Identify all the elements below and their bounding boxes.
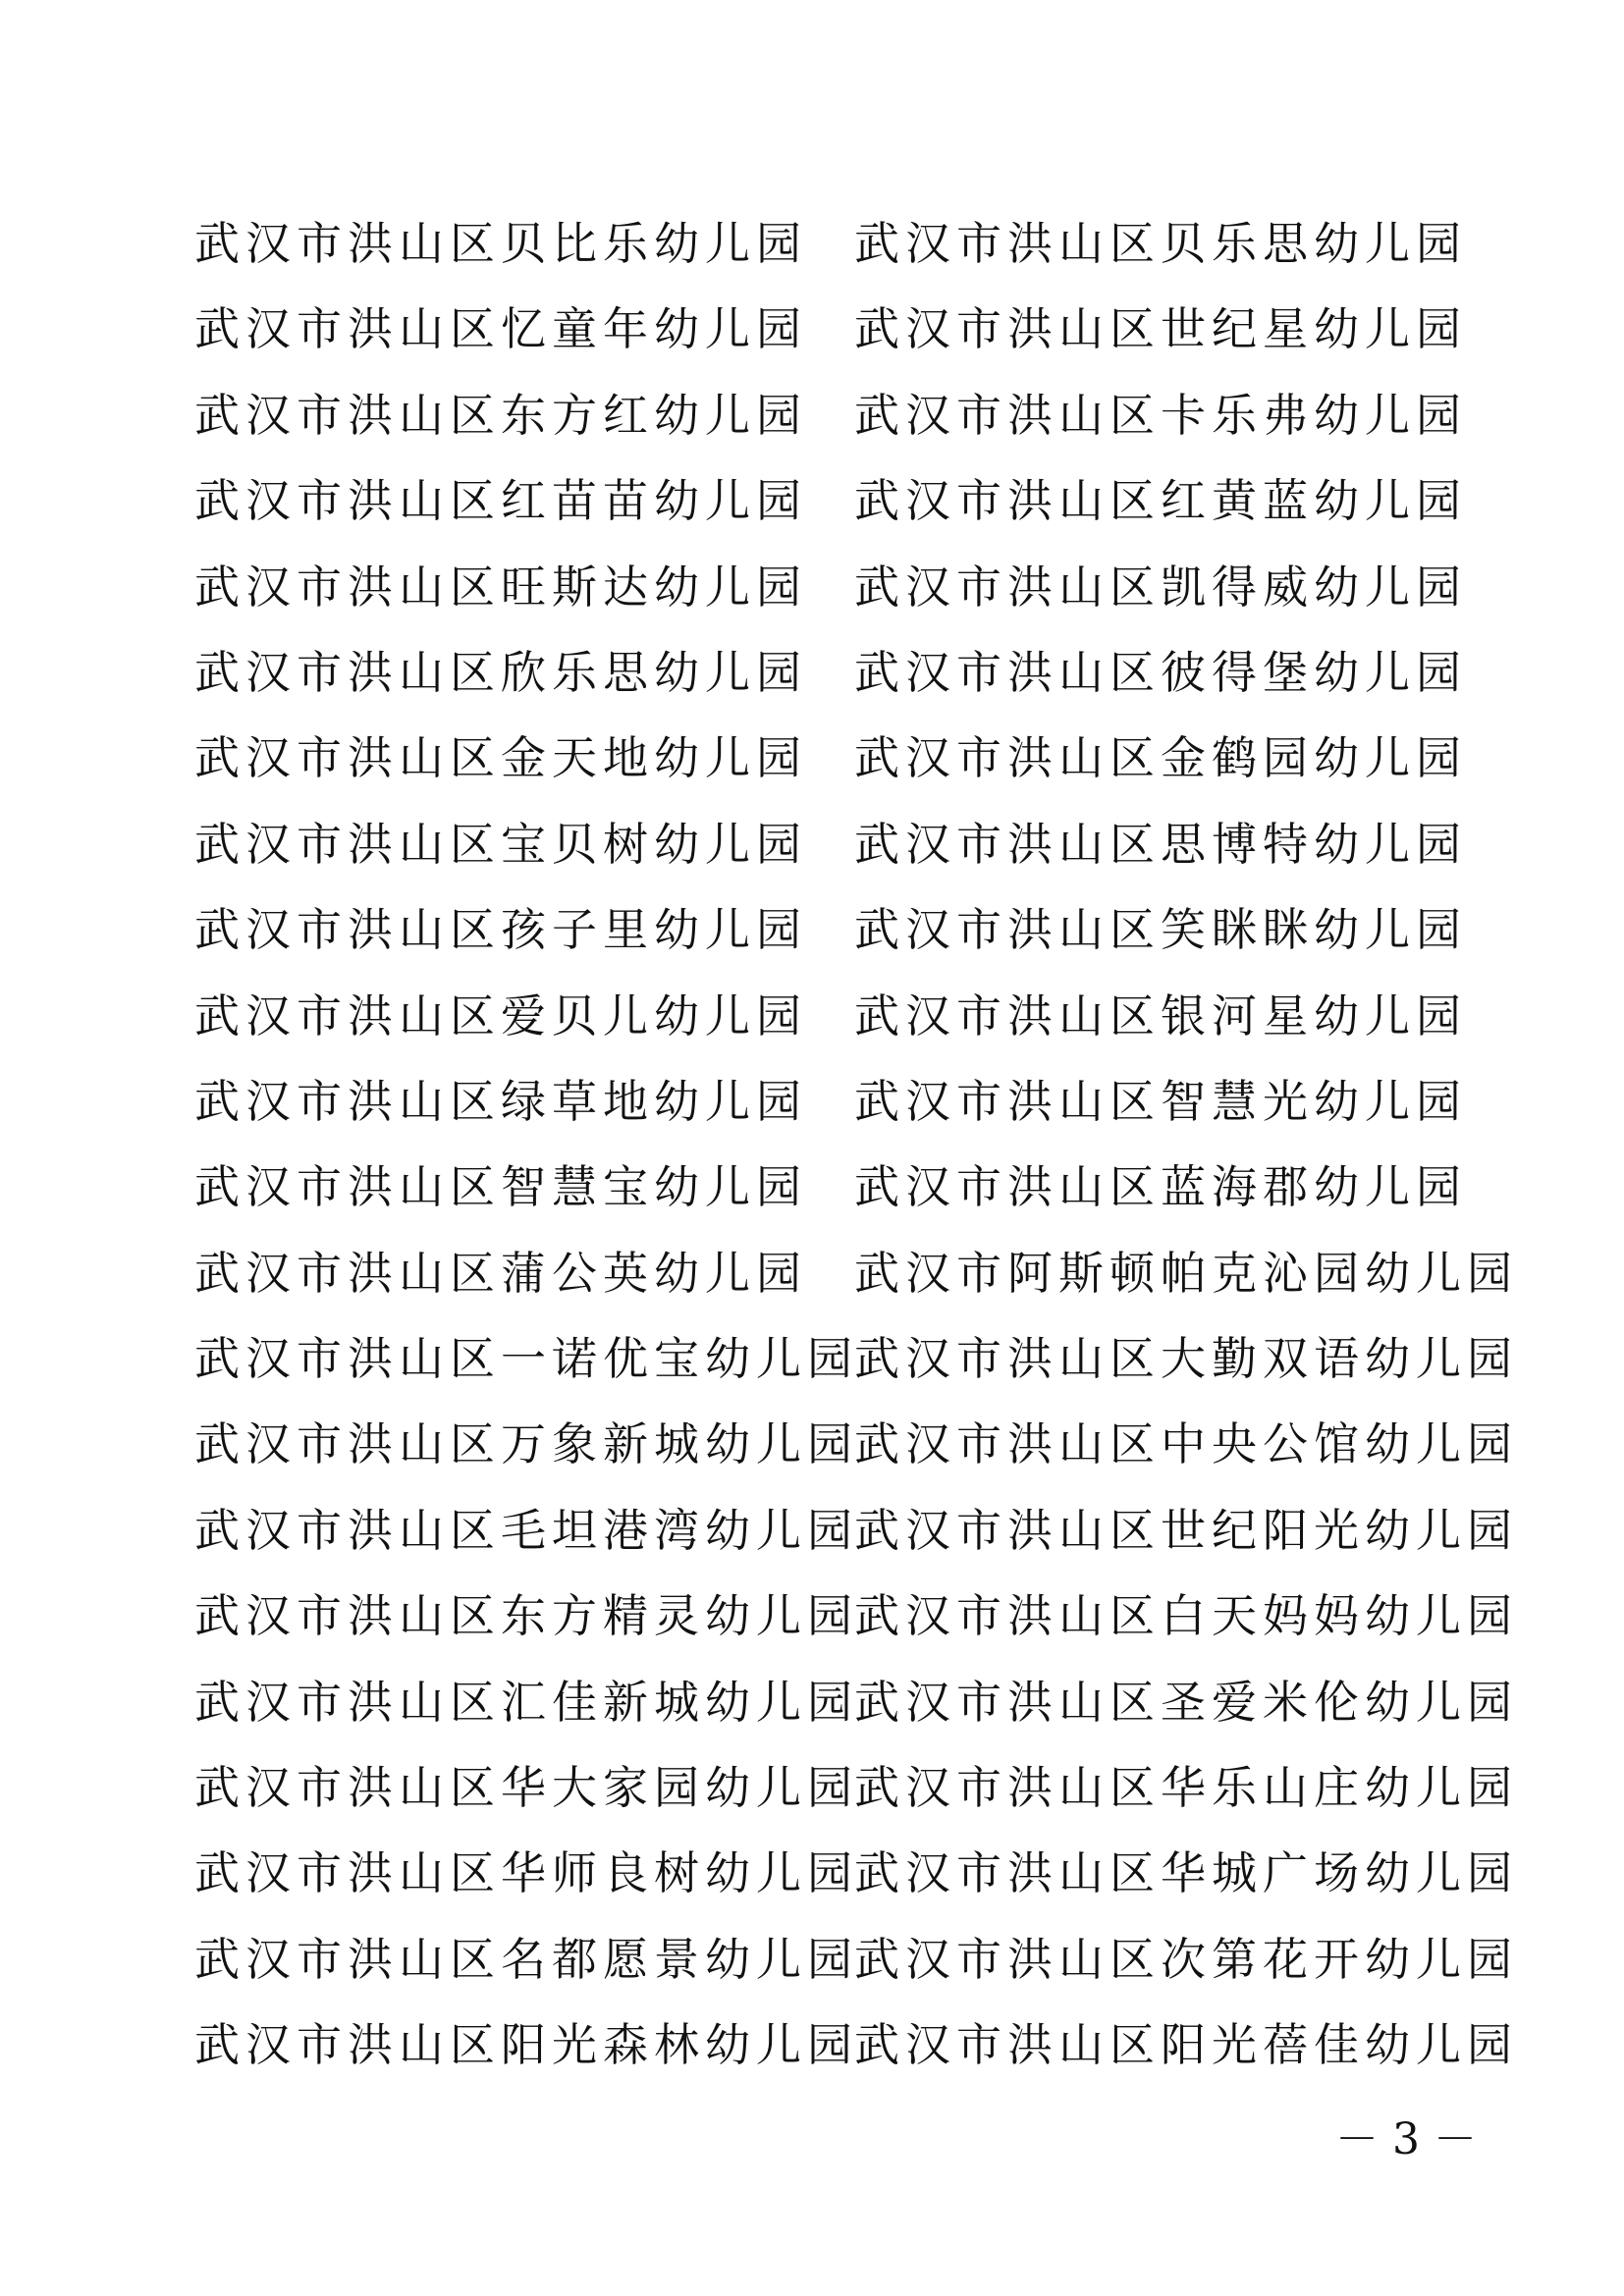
kindergarten-name: 武汉市洪山区卡乐弗幼儿园 — [854, 388, 1467, 442]
kindergarten-name: 武汉市洪山区红黄蓝幼儿园 — [854, 474, 1467, 528]
kindergarten-name: 武汉市洪山区金天地幼儿园 — [194, 731, 807, 785]
kindergarten-name: 武汉市洪山区白天妈妈幼儿园 — [854, 1589, 1518, 1643]
kindergarten-name: 武汉市洪山区蓝海郡幼儿园 — [854, 1160, 1467, 1214]
kindergarten-name: 武汉市洪山区万象新城幼儿园 — [194, 1417, 858, 1471]
kindergarten-name: 武汉市洪山区忆童年幼儿园 — [194, 302, 807, 356]
kindergarten-name: 武汉市洪山区圣爱米伦幼儿园 — [854, 1675, 1518, 1729]
kindergarten-list — [194, 201, 1518, 2089]
kindergarten-name: 武汉市洪山区笑眯眯幼儿园 — [854, 903, 1467, 957]
kindergarten-name: 武汉市洪山区绿草地幼儿园 — [194, 1074, 807, 1128]
kindergarten-name: 武汉市洪山区一诺优宝幼儿园 — [194, 1332, 858, 1386]
kindergarten-name: 武汉市洪山区金鹤园幼儿园 — [854, 731, 1467, 785]
kindergarten-name: 武汉市洪山区爱贝儿幼儿园 — [194, 988, 807, 1042]
kindergarten-name: 武汉市洪山区华乐山庄幼儿园 — [854, 1761, 1518, 1815]
kindergarten-name: 武汉市洪山区华城广场幼儿园 — [854, 1846, 1518, 1900]
kindergarten-name: 武汉市洪山区中央公馆幼儿园 — [854, 1417, 1518, 1471]
kindergarten-name: 武汉市洪山区汇佳新城幼儿园 — [194, 1675, 858, 1729]
kindergarten-name: 武汉市洪山区东方红幼儿园 — [194, 388, 807, 442]
kindergarten-name: 武汉市洪山区欣乐思幼儿园 — [194, 645, 807, 699]
kindergarten-name: 武汉市洪山区智慧宝幼儿园 — [194, 1160, 807, 1214]
kindergarten-name: 武汉市洪山区红苗苗幼儿园 — [194, 474, 807, 528]
kindergarten-name: 武汉市洪山区华大家园幼儿园 — [194, 1761, 858, 1815]
kindergarten-name: 武汉市洪山区阳光蓓佳幼儿园 — [854, 2018, 1518, 2072]
kindergarten-name: 武汉市洪山区东方精灵幼儿园 — [194, 1589, 858, 1643]
kindergarten-name: 武汉市洪山区毛坦港湾幼儿园 — [194, 1503, 858, 1557]
kindergarten-name: 武汉市洪山区蒲公英幼儿园 — [194, 1246, 807, 1300]
kindergarten-name: 武汉市洪山区华师良树幼儿园 — [194, 1846, 858, 1900]
kindergarten-name: 武汉市洪山区彼得堡幼儿园 — [854, 645, 1467, 699]
kindergarten-name: 武汉市洪山区大勤双语幼儿园 — [854, 1332, 1518, 1386]
kindergarten-name: 武汉市洪山区孩子里幼儿园 — [194, 903, 807, 957]
kindergarten-name: 武汉市阿斯顿帕克沁园幼儿园 — [854, 1246, 1518, 1300]
kindergarten-name: 武汉市洪山区次第花开幼儿园 — [854, 1932, 1518, 1986]
kindergarten-name: 武汉市洪山区凯得威幼儿园 — [854, 560, 1467, 614]
kindergarten-name: 武汉市洪山区名都愿景幼儿园 — [194, 1932, 858, 1986]
kindergarten-name: 武汉市洪山区智慧光幼儿园 — [854, 1074, 1467, 1128]
kindergarten-name: 武汉市洪山区思博特幼儿园 — [854, 817, 1467, 871]
kindergarten-name: 武汉市洪山区旺斯达幼儿园 — [194, 560, 807, 614]
kindergarten-name: 武汉市洪山区世纪星幼儿园 — [854, 302, 1467, 356]
kindergarten-name: 武汉市洪山区贝乐思幼儿园 — [854, 217, 1467, 270]
kindergarten-name: 武汉市洪山区阳光森林幼儿园 — [194, 2018, 858, 2072]
kindergarten-name: 武汉市洪山区银河星幼儿园 — [854, 988, 1467, 1042]
kindergarten-name: 武汉市洪山区宝贝树幼儿园 — [194, 817, 807, 871]
kindergarten-name: 武汉市洪山区贝比乐幼儿园 — [194, 217, 807, 270]
page-number: － 3 － — [1335, 2114, 1477, 2164]
kindergarten-name: 武汉市洪山区世纪阳光幼儿园 — [854, 1503, 1518, 1557]
